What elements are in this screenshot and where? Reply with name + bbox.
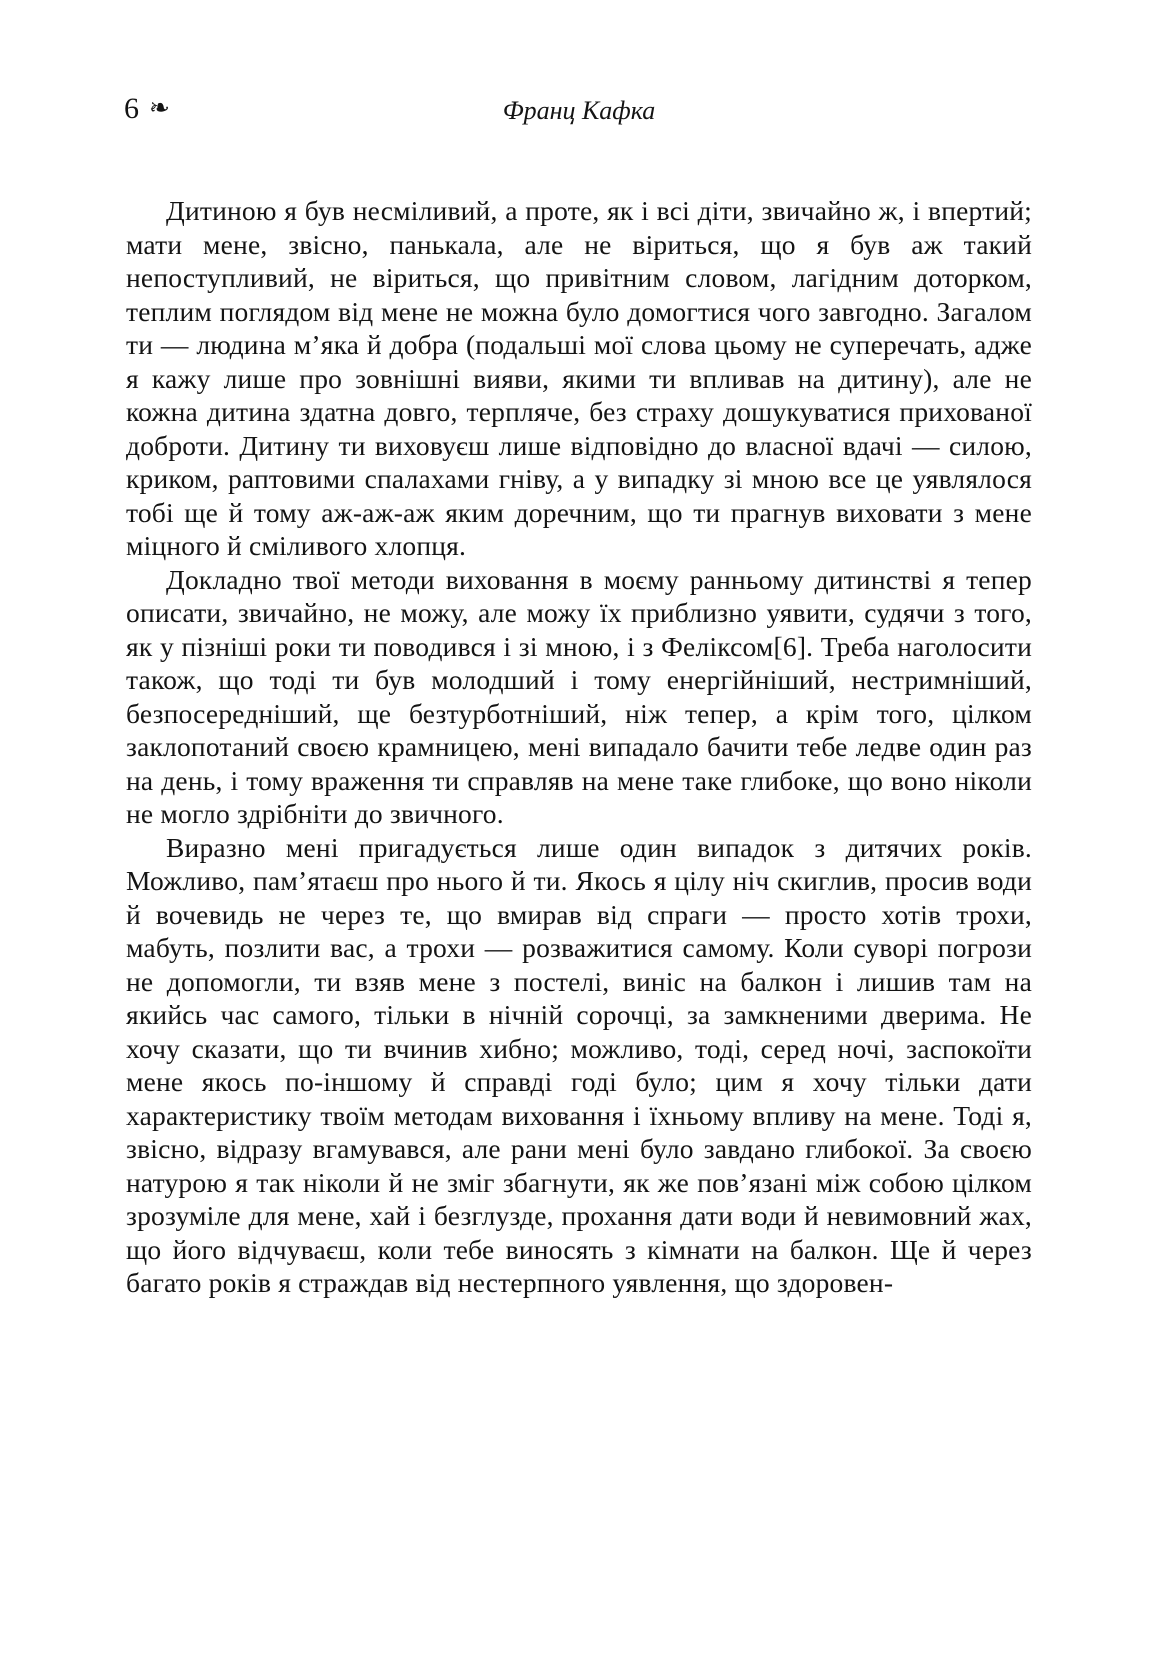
- running-title: Франц Кафка: [502, 96, 656, 125]
- paragraph: Виразно мені пригадується лише один випадок з дитячих років. Можливо, пам’ятаєш про нього й ти. Якось я цілу ніч скиглив, просив води й вочевидь не через те, що вмирав від спраги — просто хотів трохи, мабуть, позлити вас, а трохи — розважитися самому. Коли суворі погрози не допомогли, ти взяв мене з постелі, виніс на балкон і лишив там на якийсь час самого, тільки в нічній сорочці, за замкненими дверима. Не хочу сказати, що ти вчинив хибно; можливо, тоді, серед ночі, заспокоїти мене якось по-іншому й справді годі було; цим я хочу тільки дати характеристику твоїм методам виховання і їхньому впливу на мене. Тоді я, звісно, відразу вгамувався, але рани мені було завдано глибокої. За своєю натурою я так ніколи й не зміг збагнути, як же пов’язані між собою цілком зрозуміле для мене, хай і безглузде, прохання дати води й невимовний жах, що його відчуваєш, коли тебе виносять з кімнати на балкон. Ще й через багато років я страждав від нестерпного уявлення, що здоровен-: [126, 831, 1032, 1298]
- running-header: [0, 0, 1158, 138]
- fleuron-ornament-icon: ❧: [149, 95, 170, 122]
- paragraph: Докладно твої методи виховання в моєму ранньому дитинстві я тепер описати, звичайно, не можу, але можу їх приблизно уявити, судячи з того, як у пізніші роки ти поводився і зі мною, і з Феліксом[6]. Треба наголосити також, що тоді ти був молодший і тому енергійніший, нестримніший, безпосередніший, ще безтурботніший, ніж тепер, а крім того, цілком заклопотаний своєю крамницею, мені випадало бачити тебе ледве один раз на день, і тому враження ти справляв на мене таке глибоке, що воно ніколи не могло здрібніти до звичного.: [126, 563, 1032, 829]
- page-number-block: [124, 94, 170, 124]
- page-number: 6: [124, 92, 139, 125]
- paragraph: Дитиною я був несміливий, а проте, як і всі діти, звичайно ж, і впертий; мати мене, звісно, панькала, але не віриться, що я був аж такий непоступливий, не віриться, що привітним словом, лагідним доторком, теплим поглядом від мене не можна було домогтися чого завгодно. Загалом ти — людина м’яка й добра (подальші мої слова цьому не суперечать, адже я кажу лише про зовнішні вияви, якими ти впливав на дитину), але не кожна дитина здатна довго, терпляче, без страху дошукуватися прихованої доброти. Дитину ти виховуєш лише відповідно до власної вдачі — силою, криком, раптовими спалахами гніву, а у випадку зі мною все це уявлялося тобі ще й тому аж-аж-аж яким доречним, що ти прагнув виховати з мене міцного й сміливого хлопця.: [126, 195, 1032, 561]
- body-text: [126, 194, 1032, 1300]
